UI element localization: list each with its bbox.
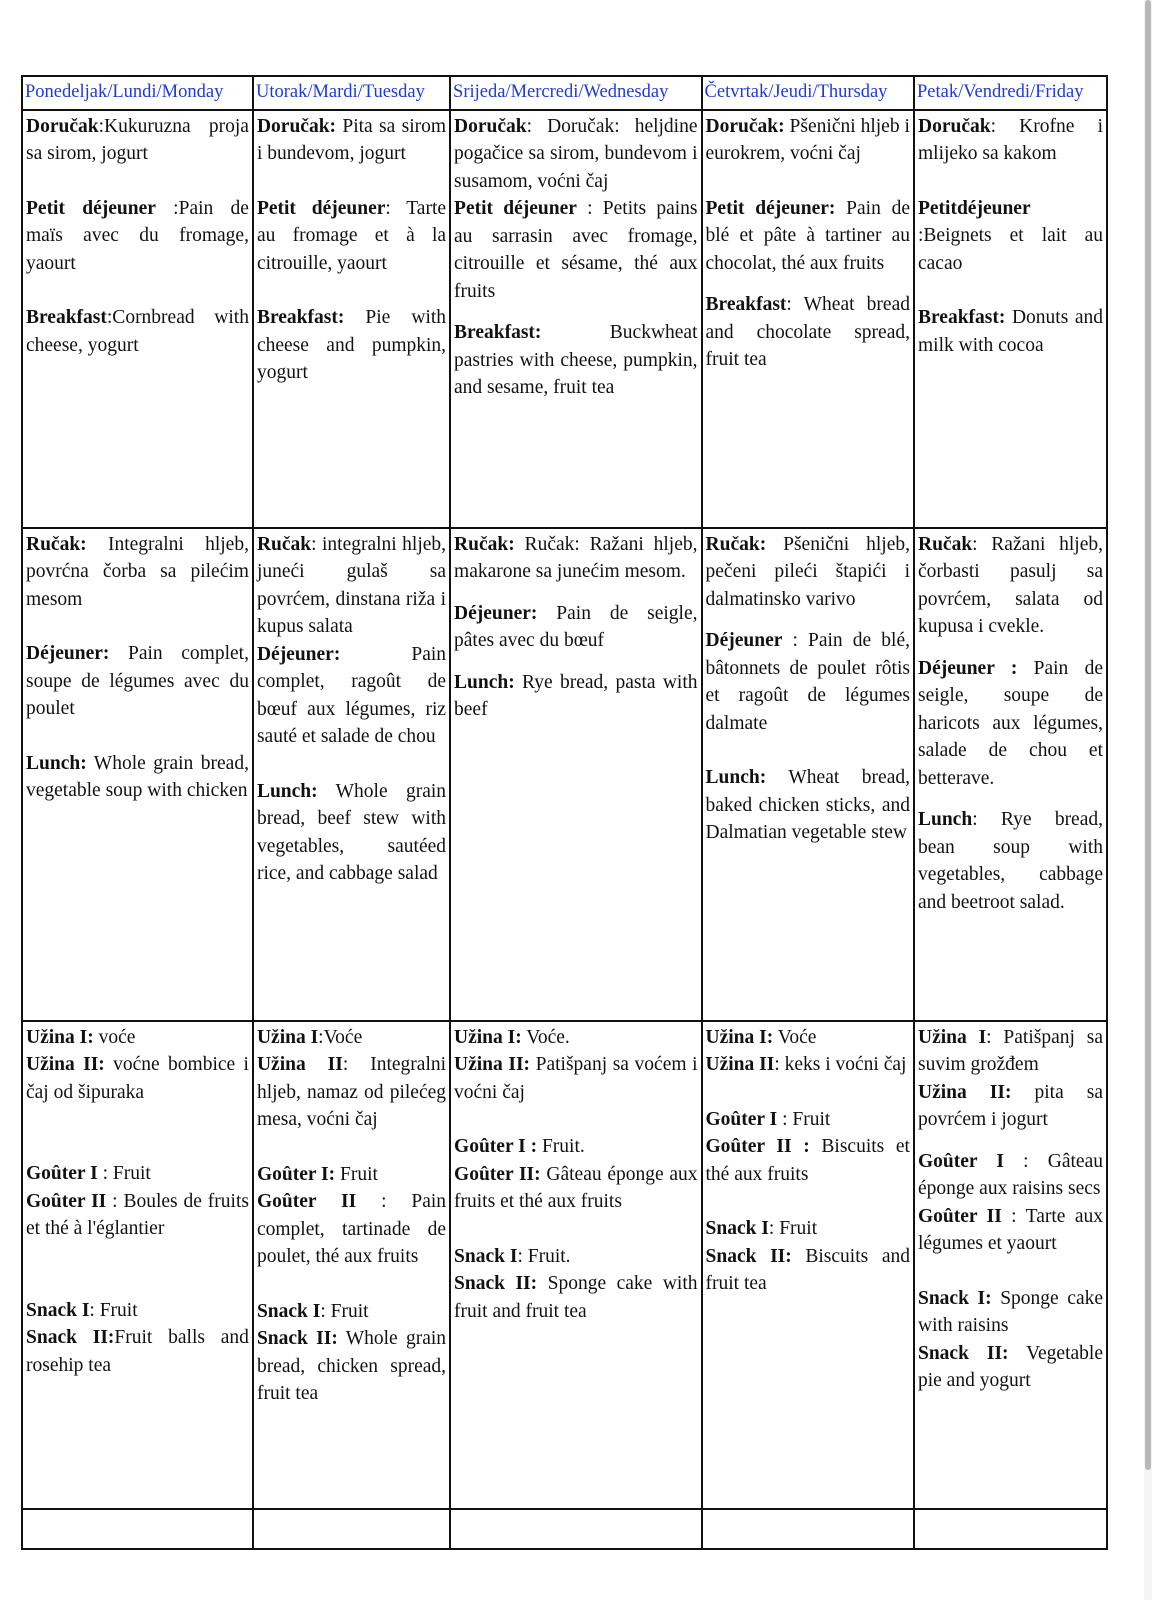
day-header-tuesday: Utorak/Mardi/Tuesday	[253, 76, 450, 110]
snack-hr-2: Užina II: Patišpanj sa voćem i voćni čaj	[454, 1054, 698, 1103]
lunch-en: Lunch: Wheat bread, baked chicken sticks, and Dalmatian vegetable stew	[705, 767, 910, 843]
snack-en-1: Snack I: Fruit	[705, 1218, 818, 1239]
lunch-en: Lunch: Whole grain bread, beef stew with vegetables, sautéed rice, and cabbage salad	[256, 780, 447, 884]
lunch-hr: Ručak: Integralni hljeb, povrćna čorba sa pilećim mesom	[26, 533, 249, 610]
snack-en-2: Snack II: Sponge cake with fruit and fruit tea	[454, 1273, 698, 1322]
snack-hr-1: Užina I:Voće	[256, 1026, 363, 1048]
breakfast-en: Breakfast: Pie with cheese and pumpkin, yogurt	[256, 307, 447, 383]
breakfast-en: Breakfast:Cornbread with cheese, yogurt	[26, 307, 249, 356]
lunch-fr: Déjeuner: Pain de seigle, pâtes avec du bœuf	[454, 602, 698, 651]
snack-cell-friday	[914, 1021, 1107, 1509]
breakfast-fr: Petit déjeuner: Tarte au fromage et à la citrouille, yaourt	[256, 197, 447, 274]
snack-fr-2: Goûter II: Gâteau éponge aux fruits et thé aux fruits	[454, 1163, 698, 1212]
breakfast-fr: Petitdéjeuner :Beignets et lait au cacao	[917, 197, 1103, 274]
snack-en-2: Snack II: Biscuits and fruit tea	[705, 1245, 910, 1294]
snack-fr-1: Goûter I : Fruit	[705, 1108, 831, 1130]
snack-fr-1: Goûter I: Fruit	[256, 1163, 378, 1185]
lunch-fr: Déjeuner: Pain complet, soupe de légumes avec du poulet	[26, 643, 249, 719]
snack-en-1: Snack I: Fruit	[26, 1299, 138, 1321]
breakfast-hr: Doručak: Pšenični hljeb i eurokrem, voćni čaj	[705, 115, 910, 164]
snack-fr-2: Goûter II : Boules de fruits et thé à l'églantier	[26, 1190, 249, 1239]
breakfast-hr: Doručak:Kukuruzna proja sa sirom, jogurt	[26, 115, 249, 164]
breakfast-cell-monday	[22, 110, 253, 528]
lunch-cell-monday	[22, 528, 253, 1021]
breakfast-en: Breakfast: Donuts and milk with cocoa	[917, 307, 1103, 356]
breakfast-fr: Petit déjeuner :Pain de maïs avec du fromage, yaourt	[26, 197, 249, 274]
breakfast-fr: Petit déjeuner: Pain de blé et pâte à tartiner au chocolat, thé aux fruits	[705, 197, 910, 274]
breakfast-cell-wednesday	[450, 110, 701, 528]
breakfast-en: Breakfast: Wheat bread and chocolate spread, fruit tea	[705, 294, 910, 370]
lunch-fr: Déjeuner : Pain de seigle, soupe de haricots aux légumes, salade de chou et betterave.	[917, 657, 1104, 789]
snack-en-1: Snack I: Fruit.	[454, 1245, 571, 1267]
snack-hr-2: Užina II: voćne bombice i čaj od šipuraka	[26, 1054, 249, 1103]
lunch-en: Lunch: Rye bread, pasta with beef	[454, 671, 698, 720]
empty-cell	[450, 1509, 701, 1549]
breakfast-cell-thursday	[702, 110, 914, 528]
empty-cell	[702, 1509, 914, 1549]
lunch-hr: Ručak: Ručak: Ražani hljeb, makarone sa junećim mesom.	[454, 533, 698, 582]
snack-row	[22, 1021, 1107, 1509]
breakfast-cell-friday	[914, 110, 1107, 528]
breakfast-cell-tuesday	[253, 110, 450, 528]
snack-fr-2: Goûter II : Tarte aux légumes et yaourt	[917, 1205, 1103, 1254]
snack-fr-2: Goûter II : Pain complet, tartinade de poulet, thé aux fruits	[256, 1191, 447, 1267]
snack-fr-1: Goûter I : Gâteau éponge aux raisins secs	[917, 1150, 1103, 1199]
snack-cell-monday	[22, 1021, 253, 1509]
breakfast-fr: Petit déjeuner : Petits pains au sarrasin avec fromage, citrouille et sésame, thé aux fruits	[454, 198, 698, 302]
day-header-wednesday: Srijeda/Mercredi/Wednesday	[450, 76, 701, 110]
day-header-thursday: Četvrtak/Jeudi/Thursday	[702, 76, 914, 110]
lunch-hr: Ručak: integralni hljeb, juneći gulaš sa povrćem, dinstana riža i kupus salata	[256, 533, 447, 637]
snack-fr-1: Goûter I : Fruit	[26, 1163, 151, 1184]
breakfast-hr: Doručak: Pita sa sirom i bundevom, jogurt	[256, 115, 447, 164]
snack-hr-1: Užina I: Patišpanj sa suvim grožđem	[917, 1026, 1103, 1075]
snack-en-1: Snack I: Fruit	[256, 1300, 369, 1322]
scrollbar-thumb[interactable]	[1145, 0, 1151, 1470]
lunch-cell-wednesday	[450, 528, 701, 1021]
lunch-row	[22, 528, 1107, 1021]
lunch-cell-friday	[914, 528, 1107, 1021]
snack-hr-1: Užina I: Voće.	[454, 1026, 570, 1048]
header-row	[22, 76, 1107, 110]
snack-cell-wednesday	[450, 1021, 701, 1509]
day-header-monday: Ponedeljak/Lundi/Monday	[22, 76, 253, 110]
snack-fr-1: Goûter I : Fruit.	[454, 1136, 585, 1157]
empty-row	[22, 1509, 1107, 1549]
empty-cell	[914, 1509, 1107, 1549]
snack-cell-thursday	[702, 1021, 914, 1509]
snack-en-2: Snack II:Fruit balls and rosehip tea	[26, 1327, 249, 1376]
snack-fr-2: Goûter II : Biscuits et thé aux fruits	[705, 1136, 910, 1185]
lunch-en: Lunch: Rye bread, bean soup with vegetables, cabbage and beetroot salad.	[917, 809, 1103, 913]
empty-cell	[253, 1509, 450, 1549]
lunch-hr: Ručak: Pšenični hljeb, pečeni pileći štapići i dalmatinsko varivo	[705, 533, 910, 610]
snack-hr-2: Užina II: keks i voćni čaj	[705, 1054, 907, 1075]
breakfast-hr: Doručak: Doručak: heljdine pogačice sa sirom, bundevom i susamom, voćni čaj	[454, 115, 698, 192]
snack-en-2: Snack II: Whole grain bread, chicken spread, fruit tea	[256, 1328, 447, 1404]
snack-hr-1: Užina I: Voće	[705, 1026, 817, 1048]
snack-hr-1: Užina I: voće	[26, 1026, 136, 1048]
breakfast-en: Breakfast: Buckwheat pastries with cheese, pumpkin, and sesame, fruit tea	[454, 322, 698, 398]
scrollbar[interactable]	[1144, 0, 1152, 1600]
empty-cell	[22, 1509, 253, 1549]
snack-cell-tuesday	[253, 1021, 450, 1509]
lunch-cell-thursday	[702, 528, 914, 1021]
lunch-fr: Déjeuner: Pain complet, ragoût de bœuf aux légumes, riz sauté et salade de chou	[256, 643, 447, 747]
snack-en-2: Snack II: Vegetable pie and yogurt	[917, 1342, 1103, 1391]
lunch-en: Lunch: Whole grain bread, vegetable soup with chicken	[26, 752, 249, 801]
lunch-hr: Ručak: Ražani hljeb, čorbasti pasulj sa povrćem, salata od kupusa i cvekle.	[917, 533, 1103, 637]
breakfast-hr: Doručak: Krofne i mlijeko sa kakom	[917, 115, 1103, 164]
snack-hr-2: Užina II: pita sa povrćem i jogurt	[917, 1081, 1104, 1130]
lunch-fr: Déjeuner : Pain de blé, bâtonnets de poulet rôtis et ragoût de légumes dalmate	[705, 630, 910, 734]
snack-en-1: Snack I: Sponge cake with raisins	[917, 1287, 1104, 1336]
snack-hr-2: Užina II: Integralni hljeb, namaz od pilećeg mesa, voćni čaj	[256, 1054, 447, 1130]
weekly-menu-table	[21, 75, 1108, 1550]
day-header-friday: Petak/Vendredi/Friday	[914, 76, 1107, 110]
breakfast-row	[22, 110, 1107, 528]
lunch-cell-tuesday	[253, 528, 450, 1021]
